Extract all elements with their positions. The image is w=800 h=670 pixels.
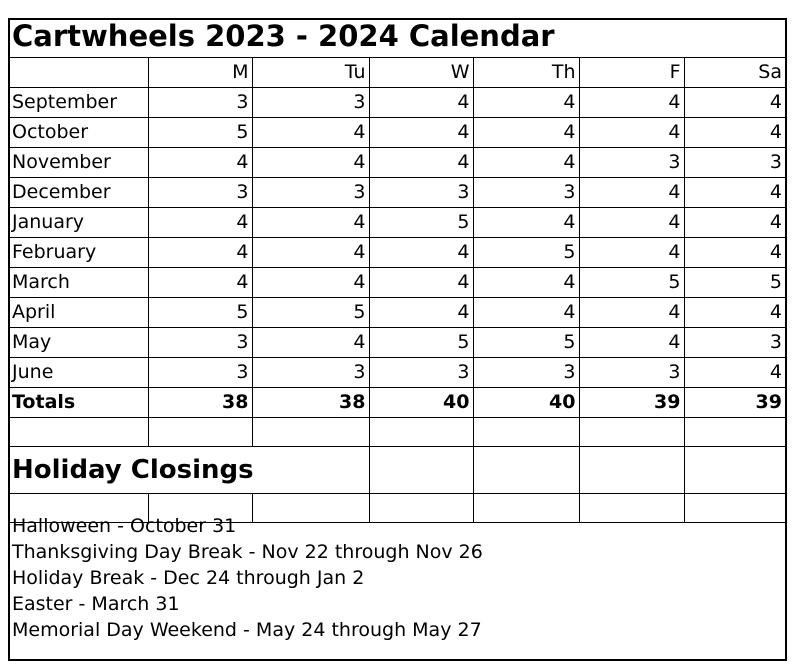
day-count: 3 — [684, 328, 785, 358]
holiday-heading-row — [10, 447, 785, 494]
day-count: 5 — [369, 208, 473, 238]
closings-list — [10, 513, 785, 643]
table-row — [10, 238, 785, 268]
day-count: 4 — [579, 298, 684, 328]
day-count: 4 — [473, 268, 579, 298]
calendar-table — [10, 58, 785, 523]
day-count: 3 — [369, 358, 473, 388]
table-row — [10, 178, 785, 208]
closing-item: Easter - March 31 — [12, 593, 180, 615]
day-header: W — [369, 58, 473, 88]
closing-item: Halloween - October 31 — [12, 515, 237, 537]
table-row — [10, 328, 785, 358]
page-title: Cartwheels 2023 - 2024 Calendar — [12, 19, 555, 53]
day-count: 4 — [684, 238, 785, 268]
day-count: 4 — [252, 268, 369, 298]
empty-cell — [10, 418, 148, 447]
empty-cell — [579, 447, 684, 494]
month-label: April — [10, 298, 148, 328]
total-value: 38 — [148, 388, 252, 418]
month-label: October — [10, 118, 148, 148]
day-count: 3 — [148, 328, 252, 358]
holiday-heading: Holiday Closings — [12, 455, 254, 485]
month-label: March — [10, 268, 148, 298]
total-value: 39 — [684, 388, 785, 418]
day-count: 4 — [473, 208, 579, 238]
day-count: 4 — [579, 118, 684, 148]
table-row — [10, 268, 785, 298]
month-label: December — [10, 178, 148, 208]
day-count: 4 — [684, 358, 785, 388]
day-count: 4 — [473, 88, 579, 118]
day-count: 3 — [252, 88, 369, 118]
totals-label: Totals — [10, 388, 148, 418]
day-count: 4 — [148, 148, 252, 178]
day-count: 4 — [473, 298, 579, 328]
day-count: 5 — [473, 328, 579, 358]
day-count: 4 — [148, 238, 252, 268]
empty-cell — [252, 418, 369, 447]
table-row — [10, 208, 785, 238]
total-value: 38 — [252, 388, 369, 418]
empty-cell — [473, 447, 579, 494]
day-header: Tu — [252, 58, 369, 88]
empty-cell — [684, 447, 785, 494]
day-count: 4 — [252, 238, 369, 268]
table-row — [10, 298, 785, 328]
day-count: 5 — [684, 268, 785, 298]
day-header: Sa — [684, 58, 785, 88]
closing-item: Thanksgiving Day Break - Nov 22 through Nov 26 — [12, 541, 483, 563]
empty-cell — [579, 418, 684, 447]
day-header: M — [148, 58, 252, 88]
month-label: January — [10, 208, 148, 238]
totals-row — [10, 388, 785, 418]
total-value: 39 — [579, 388, 684, 418]
day-count: 5 — [148, 118, 252, 148]
day-count: 5 — [473, 238, 579, 268]
day-count: 4 — [684, 118, 785, 148]
day-count: 4 — [148, 208, 252, 238]
day-count: 4 — [369, 148, 473, 178]
day-header: Th — [473, 58, 579, 88]
month-label: November — [10, 148, 148, 178]
day-count: 5 — [579, 268, 684, 298]
table-row — [10, 148, 785, 178]
day-count: 4 — [252, 148, 369, 178]
table-row — [10, 118, 785, 148]
day-count: 4 — [369, 268, 473, 298]
day-count: 3 — [579, 148, 684, 178]
day-count: 4 — [684, 88, 785, 118]
total-value: 40 — [369, 388, 473, 418]
day-count: 5 — [148, 298, 252, 328]
empty-cell — [148, 418, 252, 447]
month-label: June — [10, 358, 148, 388]
holiday-heading-cell — [10, 447, 369, 494]
day-count: 3 — [252, 178, 369, 208]
day-count: 4 — [684, 178, 785, 208]
day-count: 3 — [148, 88, 252, 118]
day-count: 4 — [369, 238, 473, 268]
day-count: 4 — [579, 88, 684, 118]
day-count: 4 — [684, 208, 785, 238]
day-count: 5 — [369, 328, 473, 358]
day-count: 5 — [252, 298, 369, 328]
day-count: 4 — [369, 118, 473, 148]
month-label: February — [10, 238, 148, 268]
month-label: May — [10, 328, 148, 358]
day-count: 3 — [579, 358, 684, 388]
empty-cell — [369, 447, 473, 494]
day-count: 4 — [369, 298, 473, 328]
header-row — [10, 58, 785, 88]
month-label: September — [10, 88, 148, 118]
day-count: 3 — [369, 178, 473, 208]
day-count: 4 — [579, 238, 684, 268]
day-count: 4 — [148, 268, 252, 298]
closing-item: Holiday Break - Dec 24 through Jan 2 — [12, 567, 365, 589]
day-count: 4 — [473, 118, 579, 148]
table-row — [10, 358, 785, 388]
day-count: 3 — [684, 148, 785, 178]
day-count: 4 — [252, 118, 369, 148]
calendar-sheet — [8, 18, 787, 661]
corner-cell — [10, 58, 148, 88]
day-count: 4 — [579, 178, 684, 208]
day-count: 3 — [252, 358, 369, 388]
day-count: 4 — [684, 298, 785, 328]
blank-row — [10, 418, 785, 447]
day-count: 3 — [148, 178, 252, 208]
total-value: 40 — [473, 388, 579, 418]
empty-cell — [369, 418, 473, 447]
day-header: F — [579, 58, 684, 88]
title-row — [10, 20, 785, 58]
empty-cell — [684, 418, 785, 447]
day-count: 4 — [473, 148, 579, 178]
empty-cell — [473, 418, 579, 447]
day-count: 4 — [579, 328, 684, 358]
table-row — [10, 88, 785, 118]
day-count: 4 — [252, 208, 369, 238]
closing-item: Memorial Day Weekend - May 24 through May 27 — [12, 619, 482, 641]
day-count: 3 — [473, 358, 579, 388]
day-count: 4 — [579, 208, 684, 238]
day-count: 3 — [148, 358, 252, 388]
day-count: 4 — [252, 328, 369, 358]
day-count: 4 — [369, 88, 473, 118]
day-count: 3 — [473, 178, 579, 208]
